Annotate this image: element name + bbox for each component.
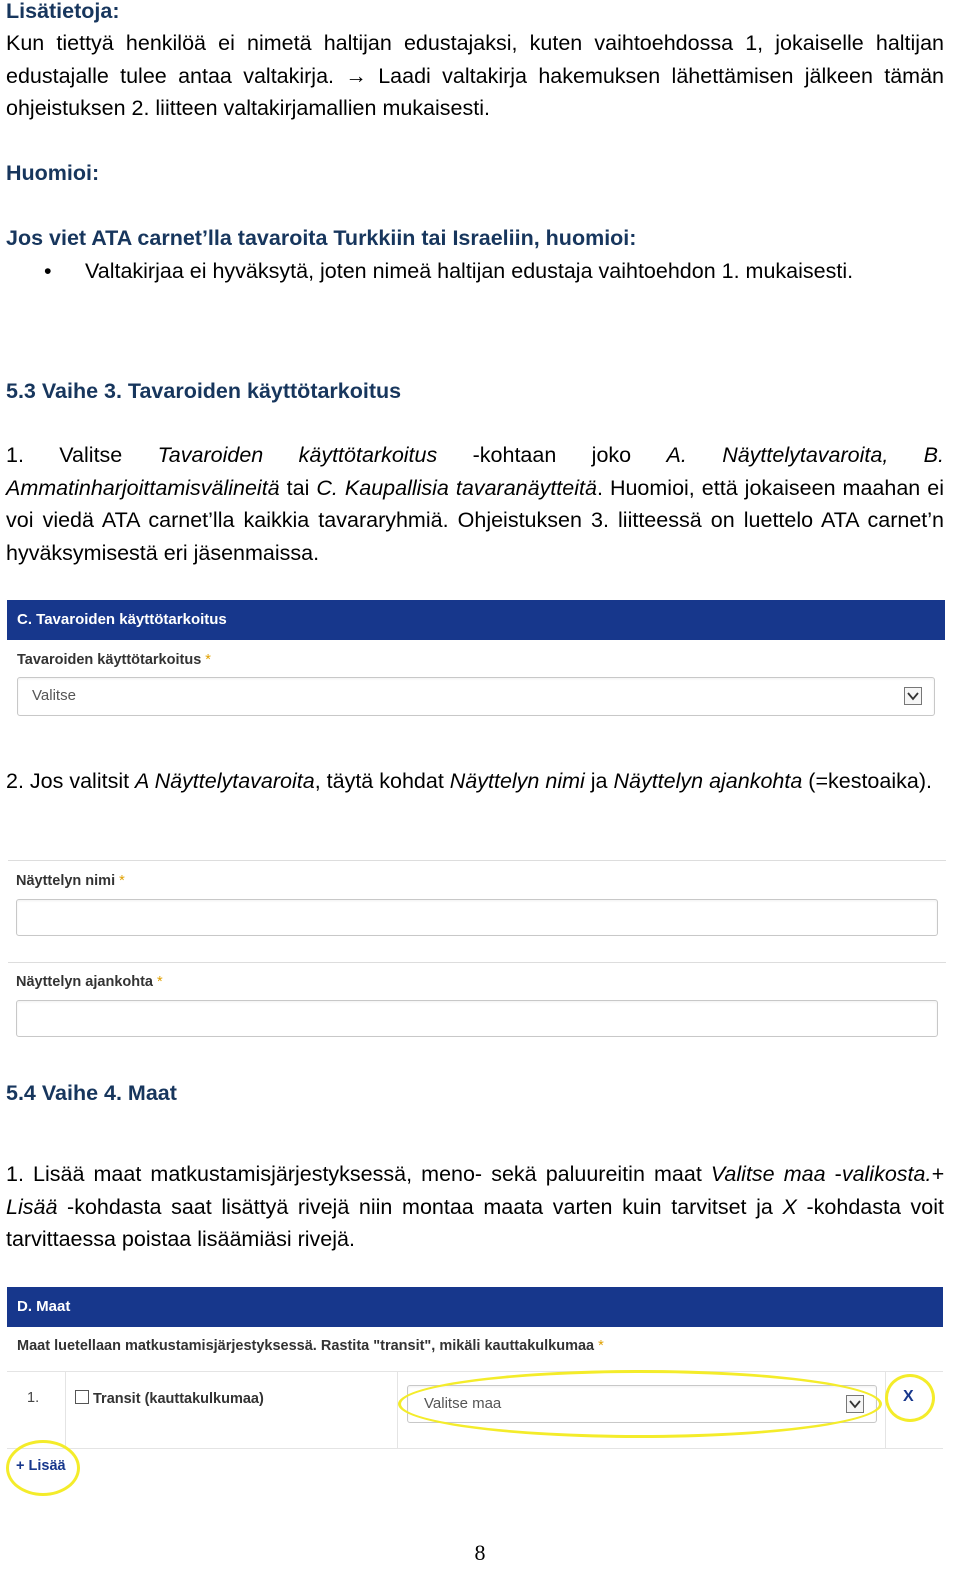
form-header-kayttotarkoitus: C. Tavaroiden käyttötarkoitus — [7, 600, 945, 640]
kayttotarkoitus-label: Tavaroiden käyttötarkoitus * — [17, 652, 211, 668]
chevron-down-icon[interactable] — [904, 687, 922, 705]
highlight-ring-select — [398, 1370, 882, 1438]
form-panel-kayttotarkoitus — [7, 600, 945, 728]
required-marker: * — [119, 873, 125, 889]
lisatietoja-text-1: Kun tiettyä henkilöä ei nimetä haltijan edustajaksi, kuten vaihtoehdossa 1, jokaiselle haltijan edustajalle tulee antaa valtakirja. — [6, 31, 944, 88]
transit-checkbox-label[interactable]: Transit (kauttakulkumaa) — [75, 1390, 264, 1407]
column-divider — [397, 1372, 398, 1448]
divider — [8, 962, 946, 963]
form-header-maat: D. Maat — [7, 1287, 943, 1327]
lisatietoja-heading: Lisätietoja: — [6, 0, 120, 23]
country-select-value: Valitse maa — [424, 1395, 502, 1412]
highlight-ring-add — [6, 1440, 80, 1496]
huomioi-heading: Huomioi: — [6, 161, 100, 185]
nayttelyn-nimi-input[interactable] — [16, 899, 938, 936]
remove-row-button[interactable]: X — [903, 1388, 914, 1405]
arrow-icon: → — [345, 63, 367, 88]
section-54-heading: 5.4 Vaihe 4. Maat — [6, 1081, 177, 1105]
nayttelyn-nimi-label: Näyttelyn nimi * — [16, 873, 125, 889]
highlight-ring-remove — [885, 1374, 935, 1422]
maat-label: Maat luetellaan matkustamisjärjestyksessä. Rastita "transit", mikäli kauttakulkumaa * — [17, 1338, 604, 1354]
section-53-paragraph-2: 2. Jos valitsit A Näyttelytavaroita, täytä kohdat Näyttelyn nimi ja Näyttelyn ajankohta (=kestoaika). — [6, 769, 932, 793]
section-54-paragraph-1: 1. Lisää maat matkustamisjärjestyksessä, meno- sekä paluureitin maat Valitse maa -valikosta.+ Lisää -kohdasta saat lisättyä rivejä niin montaa maata varten kuin tarvitset ja X -kohdasta voit tarvittaessa poistaa lisäämiäsi rivejä. — [6, 1162, 945, 1251]
section-53-paragraph-1: 1. Valitse Tavaroiden käyttötarkoitus -kohtaan joko A. Näyttelytavaroita, B. Ammatinharjoittamisvälineitä tai C. Kaupallisia tavaranäytteitä. Huomioi, että jokaiseen maahan ei voi viedä ATA carnet’lla kaikkia tavararyhmiä. Ohjeistuksen 3. liitteessä on luettelo ATA carnet’n hyväksymisestä eri jäsenmaissa. — [6, 443, 944, 565]
required-marker: * — [205, 652, 211, 668]
huomioi-subheading: Jos viet ATA carnet’lla tavaroita Turkkiin tai Israeliin, huomioi: — [6, 226, 637, 250]
row-number: 1. — [27, 1390, 40, 1406]
nayttelyn-ajankohta-label: Näyttelyn ajankohta * — [16, 974, 163, 990]
huomioi-list — [0, 255, 944, 288]
section-53-heading: 5.3 Vaihe 3. Tavaroiden käyttötarkoitus — [6, 379, 402, 403]
transit-checkbox[interactable] — [75, 1390, 89, 1404]
required-marker: * — [598, 1338, 604, 1354]
lisatietoja-paragraph — [6, 27, 944, 125]
kayttotarkoitus-select[interactable] — [17, 677, 935, 716]
column-divider — [885, 1372, 886, 1448]
required-marker: * — [157, 974, 163, 990]
divider — [8, 860, 946, 861]
kayttotarkoitus-select-value: Valitse — [32, 687, 76, 704]
nayttelyn-ajankohta-input[interactable] — [16, 1000, 938, 1037]
add-row-button[interactable]: + Lisää — [16, 1458, 66, 1474]
page-number: 8 — [474, 1540, 486, 1565]
huomioi-bullet: • Valtakirjaa ei hyväksytä, joten nimeä haltijan edustaja vaihtoehdon 1. mukaisesti. — [0, 255, 944, 288]
lisatietoja-text-2: Laadi valtakirja hakemuksen lähettämisen jälkeen tämän ohjeistuksen 2. liitteen valtakirjamallien mukaisesti. — [6, 63, 945, 120]
column-divider — [65, 1372, 66, 1448]
